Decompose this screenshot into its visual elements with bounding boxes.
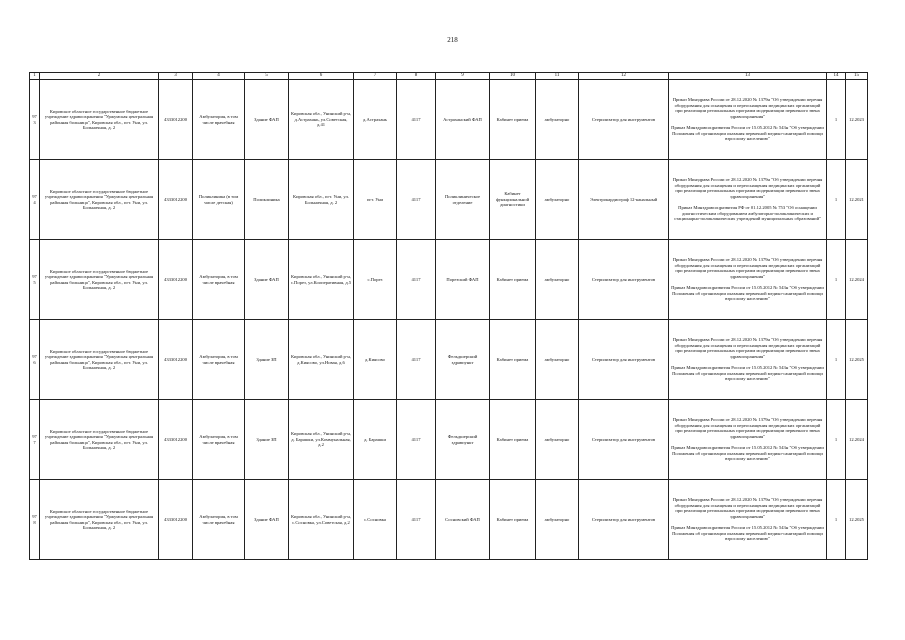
legal-reference: Приказ Минздрава России от 28.12.2020 № 1379н "Об утверждении перечня оборудования для оснащения и переоснащения медицинских организаций при реализации региональных программ модернизации первичного звена здравоохранения"	[672, 417, 823, 439]
quantity-cell: 1	[827, 160, 846, 240]
table-row	[30, 320, 868, 400]
legal-basis-cell	[669, 80, 827, 160]
facility-type-cell: Поликлиника (в том числе детская)	[193, 160, 245, 240]
equipment-cell: Стерилизатор для инструментов	[579, 400, 669, 480]
table-body	[30, 80, 868, 560]
code-cell: 4333012200	[159, 80, 193, 160]
condition-cell: амбулаторно	[536, 240, 579, 320]
column-number-6: 6	[289, 73, 354, 80]
row-number-cell: 975	[30, 240, 40, 320]
address-cell: Кировская обл., пгт. Уни, ул. Больничная, д. 2	[289, 160, 354, 240]
okved-cell: 4117	[397, 240, 436, 320]
institution-cell: Кировское областное государственное бюджетное учреждение здравоохранения "Уржумская центральная районная больница", Кировская обл., пгт. Уни, ул. Больничная, д. 2	[40, 160, 159, 240]
column-number-2: 2	[40, 73, 159, 80]
address-cell: Кировская обл., Унинский р-н, с.Сосновка, ул.Советская, д.2	[289, 480, 354, 560]
room-cell: Кабинет приема	[490, 400, 536, 480]
legal-reference: Приказ Минздрава России от 28.12.2020 № 1379н "Об утверждении перечня оборудования для оснащения и переоснащения медицинских организаций при реализации региональных программ модернизации первичного звена здравоохранения"	[672, 497, 823, 519]
column-number-7: 7	[354, 73, 397, 80]
settlement-cell: пгт. Уни	[354, 160, 397, 240]
table-row	[30, 240, 868, 320]
unit-cell: Фельдшерский здравпункт	[436, 400, 490, 480]
room-cell: Кабинет приема	[490, 320, 536, 400]
legal-basis-cell	[669, 480, 827, 560]
quantity-cell: 1	[827, 320, 846, 400]
date-cell: 12.2025	[846, 320, 868, 400]
legal-reference: Приказ Минздрава России от 28.12.2020 № 1379н "Об утверждении перечня оборудования для оснащения и переоснащения медицинских организаций при реализации региональных программ модернизации первичного звена здравоохранения"	[672, 257, 823, 279]
equipment-cell: Стерилизатор для инструментов	[579, 320, 669, 400]
legal-reference: Приказ Минздравсоцразвития России от 15.05.2012 № 543н "Об утверждении Положения об организации оказания первичной медико-санитарной помощи взрослому населению"	[671, 365, 824, 382]
condition-cell: амбулаторно	[536, 160, 579, 240]
legal-reference: Приказ Минздравсоцразвития России от 15.05.2012 № 543н "Об утверждении Положения об организации оказания первичной медико-санитарной помощи взрослому населению"	[671, 445, 824, 462]
date-cell: 12.2021	[846, 160, 868, 240]
quantity-cell: 1	[827, 480, 846, 560]
column-number-4: 4	[193, 73, 245, 80]
address-cell: Кировская обл., Унинский р-н, д.Киясово, ул.Новая, д.6	[289, 320, 354, 400]
equipment-cell: Стерилизатор для инструментов	[579, 240, 669, 320]
legal-reference: Приказ Минздрава России от 28.12.2020 № 1379н "Об утверждении перечня оборудования для оснащения и переоснащения медицинских организаций при реализации региональных программ модернизации первичного звена здравоохранения"	[672, 97, 823, 119]
settlement-cell: с.Сосновка	[354, 480, 397, 560]
equipment-registry-table	[29, 72, 868, 560]
facility-type-cell: Амбулатория, в том числе врачебная	[193, 400, 245, 480]
room-cell: Кабинет приема	[490, 240, 536, 320]
column-number-14: 14	[827, 73, 846, 80]
building-cell: Здание ФАП	[245, 240, 289, 320]
code-cell: 4333012200	[159, 480, 193, 560]
row-number-cell: 976	[30, 320, 40, 400]
table-row	[30, 80, 868, 160]
okved-cell: 4117	[397, 160, 436, 240]
legal-reference: Приказ Минздрава России от 28.12.2020 № 1379н "Об утверждении перечня оборудования для оснащения и переоснащения медицинских организаций при реализации региональных программ модернизации первичного звена здравоохранения"	[672, 177, 823, 199]
condition-cell: амбулаторно	[536, 480, 579, 560]
table-row	[30, 160, 868, 240]
equipment-cell: Стерилизатор для инструментов	[579, 80, 669, 160]
table-row	[30, 400, 868, 480]
date-cell: 12.2023	[846, 80, 868, 160]
address-cell: Кировская обл., Унинский р-н, с.Порез, ул.Кооперативная, д.5	[289, 240, 354, 320]
column-number-15: 15	[846, 73, 868, 80]
equipment-cell: Электрокардиограф 12-канальный	[579, 160, 669, 240]
unit-cell: Сосновский ФАП	[436, 480, 490, 560]
facility-type-cell: Амбулатория, в том числе врачебная	[193, 240, 245, 320]
building-cell: Здание ФАП	[245, 480, 289, 560]
settlement-cell: д.Астрахань	[354, 80, 397, 160]
column-number-5: 5	[245, 73, 289, 80]
row-number-cell: 977	[30, 400, 40, 480]
date-cell: 12.2025	[846, 480, 868, 560]
okved-cell: 4117	[397, 400, 436, 480]
legal-basis-cell	[669, 160, 827, 240]
column-number-12: 12	[579, 73, 669, 80]
code-cell: 4333012200	[159, 160, 193, 240]
column-number-13: 13	[669, 73, 827, 80]
quantity-cell: 1	[827, 240, 846, 320]
legal-reference: Приказ Минздравсоцразвития России от 15.05.2012 № 543н "Об утверждении Положения об организации оказания первичной медико-санитарной помощи взрослому населению"	[671, 125, 824, 142]
unit-cell: Астраханский ФАП	[436, 80, 490, 160]
condition-cell: амбулаторно	[536, 320, 579, 400]
column-number-8: 8	[397, 73, 436, 80]
okved-cell: 4117	[397, 320, 436, 400]
column-number-row	[30, 73, 868, 80]
room-cell: Кабинет функциональной диагностики	[490, 160, 536, 240]
legal-reference: Приказ Минздрава России от 28.12.2020 № 1379н "Об утверждении перечня оборудования для оснащения и переоснащения медицинских организаций при реализации региональных программ модернизации первичного звена здравоохранения"	[672, 337, 823, 359]
address-cell: Кировская обл., Унинский р-н, д.Астрахань, ул.Советская, д.41	[289, 80, 354, 160]
legal-basis-cell	[669, 320, 827, 400]
building-cell: Здание ЗП	[245, 320, 289, 400]
settlement-cell: с.Порез	[354, 240, 397, 320]
unit-cell: Порезский ФАП	[436, 240, 490, 320]
column-number-11: 11	[536, 73, 579, 80]
condition-cell: амбулаторно	[536, 80, 579, 160]
code-cell: 4333012200	[159, 240, 193, 320]
table-row	[30, 480, 868, 560]
address-cell: Кировская обл., Унинский р-н, д. Барашки, ул.Коммунальная, д.2	[289, 400, 354, 480]
unit-cell: Поликлиническое отделение	[436, 160, 490, 240]
settlement-cell: д.Киясово	[354, 320, 397, 400]
settlement-cell: д. Барашки	[354, 400, 397, 480]
code-cell: 4333012200	[159, 320, 193, 400]
legal-basis-cell	[669, 400, 827, 480]
unit-cell: Фельдшерский здравпункт	[436, 320, 490, 400]
column-number-3: 3	[159, 73, 193, 80]
date-cell: 12.2024	[846, 400, 868, 480]
facility-type-cell: Амбулатория, в том числе врачебная	[193, 480, 245, 560]
code-cell: 4333012200	[159, 400, 193, 480]
institution-cell: Кировское областное государственное бюджетное учреждение здравоохранения "Уржумская центральная районная больница", Кировская обл., пгт. Уни, ул. Больничная, д. 2	[40, 400, 159, 480]
legal-reference: Приказ Минздравсоцразвития России от 15.05.2012 № 543н "Об утверждении Положения об организации оказания первичной медико-санитарной помощи взрослому населению"	[671, 525, 824, 542]
equipment-cell: Стерилизатор для инструментов	[579, 480, 669, 560]
page-number: 218	[447, 36, 458, 44]
institution-cell: Кировское областное государственное бюджетное учреждение здравоохранения "Уржумская центральная районная больница", Кировская обл., пгт. Уни, ул. Больничная, д. 2	[40, 80, 159, 160]
legal-reference: Приказ Минздравсоцразвития России от 15.05.2012 № 543н "Об утверждении Положения об организации оказания первичной медико-санитарной помощи взрослому населению"	[671, 285, 824, 302]
room-cell: Кабинет приема	[490, 80, 536, 160]
condition-cell: амбулаторно	[536, 400, 579, 480]
building-cell: Здание ЗП	[245, 400, 289, 480]
institution-cell: Кировское областное государственное бюджетное учреждение здравоохранения "Уржумская центральная районная больница", Кировская обл., пгт. Уни, ул. Больничная, д. 2	[40, 240, 159, 320]
column-number-9: 9	[436, 73, 490, 80]
date-cell: 12.2024	[846, 240, 868, 320]
row-number-cell: 978	[30, 480, 40, 560]
institution-cell: Кировское областное государственное бюджетное учреждение здравоохранения "Уржумская центральная районная больница", Кировская обл., пгт. Уни, ул. Больничная, д. 2	[40, 320, 159, 400]
facility-type-cell: Амбулатория, в том числе врачебная	[193, 80, 245, 160]
institution-cell: Кировское областное государственное бюджетное учреждение здравоохранения "Уржумская центральная районная больница", Кировская обл., пгт. Уни, ул. Больничная, д. 2	[40, 480, 159, 560]
legal-reference: Приказ Минздравсоцразвития РФ от 01.12.2005 № 753 "Об оснащении диагностическим оборудованием амбулаторно-поликлинических и стационарно-поликлинических учреждений муниципальных образований"	[674, 205, 821, 222]
facility-type-cell: Амбулатория, в том числе врачебная	[193, 320, 245, 400]
okved-cell: 4117	[397, 480, 436, 560]
row-number-cell: 974	[30, 160, 40, 240]
okved-cell: 4117	[397, 80, 436, 160]
building-cell: Здание ФАП	[245, 80, 289, 160]
column-number-1: 1	[30, 73, 40, 80]
row-number-cell: 973	[30, 80, 40, 160]
quantity-cell: 1	[827, 400, 846, 480]
legal-basis-cell	[669, 240, 827, 320]
building-cell: Поликлиника	[245, 160, 289, 240]
room-cell: Кабинет приема	[490, 480, 536, 560]
column-number-10: 10	[490, 73, 536, 80]
quantity-cell: 1	[827, 80, 846, 160]
